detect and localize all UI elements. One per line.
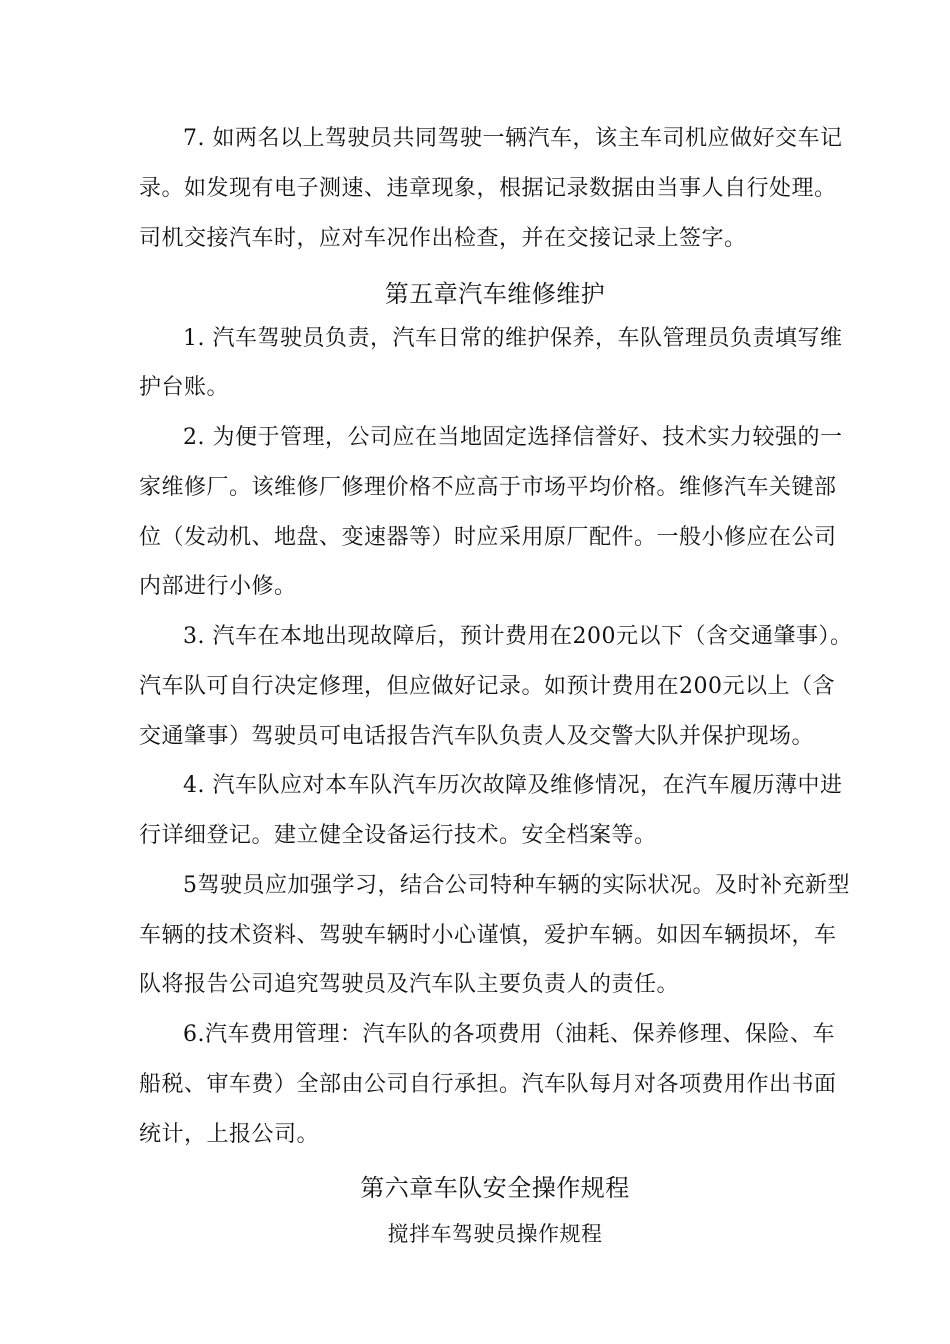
paragraph-7-line-2: 录。如发现有电子测速、违章现象，根据记录数据由当事人自行处理。	[139, 176, 837, 201]
paragraph-1-line-2: 护台账。	[139, 375, 230, 400]
paragraph-5-line-1: 5驾驶员应加强学习，结合公司特种车辆的实际状况。及时补充新型	[183, 873, 850, 898]
paragraph-2-line-2: 家维修厂。该维修厂修理价格不应高于市场平均价格。维修汽车关键部	[139, 475, 837, 500]
paragraph-5-line-2: 车辆的技术资料、驾驶车辆时小心谨慎，爱护车辆。如因车辆损坏，车	[139, 923, 837, 948]
paragraph-7-line-1: 7. 如两名以上驾驶员共同驾驶一辆汽车，该主车司机应做好交车记	[183, 126, 843, 151]
paragraph-3-line-2: 汽车队可自行决定修理，但应做好记录。如预计费用在200元以上（含	[139, 674, 835, 699]
paragraph-4-line-1: 4. 汽车队应对本车队汽车历次故障及维修情况，在汽车履历薄中进	[183, 773, 843, 798]
paragraph-1-line-1: 1. 汽车驾驶员负责，汽车日常的维护保养，车队管理员负责填写维	[183, 326, 843, 351]
paragraph-4-line-2: 行详细登记。建立健全设备运行技术。安全档案等。	[139, 823, 657, 848]
paragraph-7-line-3: 司机交接汽车时，应对车况作出检查，并在交接记录上签字。	[139, 226, 747, 251]
paragraph-6-line-1: 6.汽车费用管理：汽车队的各项费用（油耗、保养修理、保险、车	[183, 1022, 835, 1047]
paragraph-2-line-1: 2. 为便于管理，公司应在当地固定选择信誉好、技术实力较强的一	[183, 425, 843, 450]
paragraph-6-line-3: 统计，上报公司。	[139, 1122, 320, 1147]
paragraph-6-line-2: 船税、审车费）全部由公司自行承担。汽车队每月对各项费用作出书面	[139, 1072, 837, 1097]
paragraph-5-line-3: 队将报告公司追究驾驶员及汽车队主要负责人的责任。	[139, 972, 680, 997]
paragraph-2-line-3: 位（发动机、地盘、变速器等）时应采用原厂配件。一般小修应在公司	[139, 525, 837, 550]
section-heading: 搅拌车驾驶员操作规程	[387, 1222, 603, 1246]
paragraph-2-line-4: 内部进行小修。	[139, 574, 297, 599]
paragraph-3-line-3: 交通肇事）驾驶员可电话报告汽车队负责人及交警大队并保护现场。	[139, 724, 815, 749]
chapter-5-heading: 第五章汽车维修维护	[384, 280, 606, 308]
paragraph-3-line-1: 3. 汽车在本地出现故障后，预计费用在200元以下（含交通肇事）。	[183, 624, 853, 649]
chapter-6-heading: 第六章车队安全操作规程	[360, 1174, 630, 1202]
